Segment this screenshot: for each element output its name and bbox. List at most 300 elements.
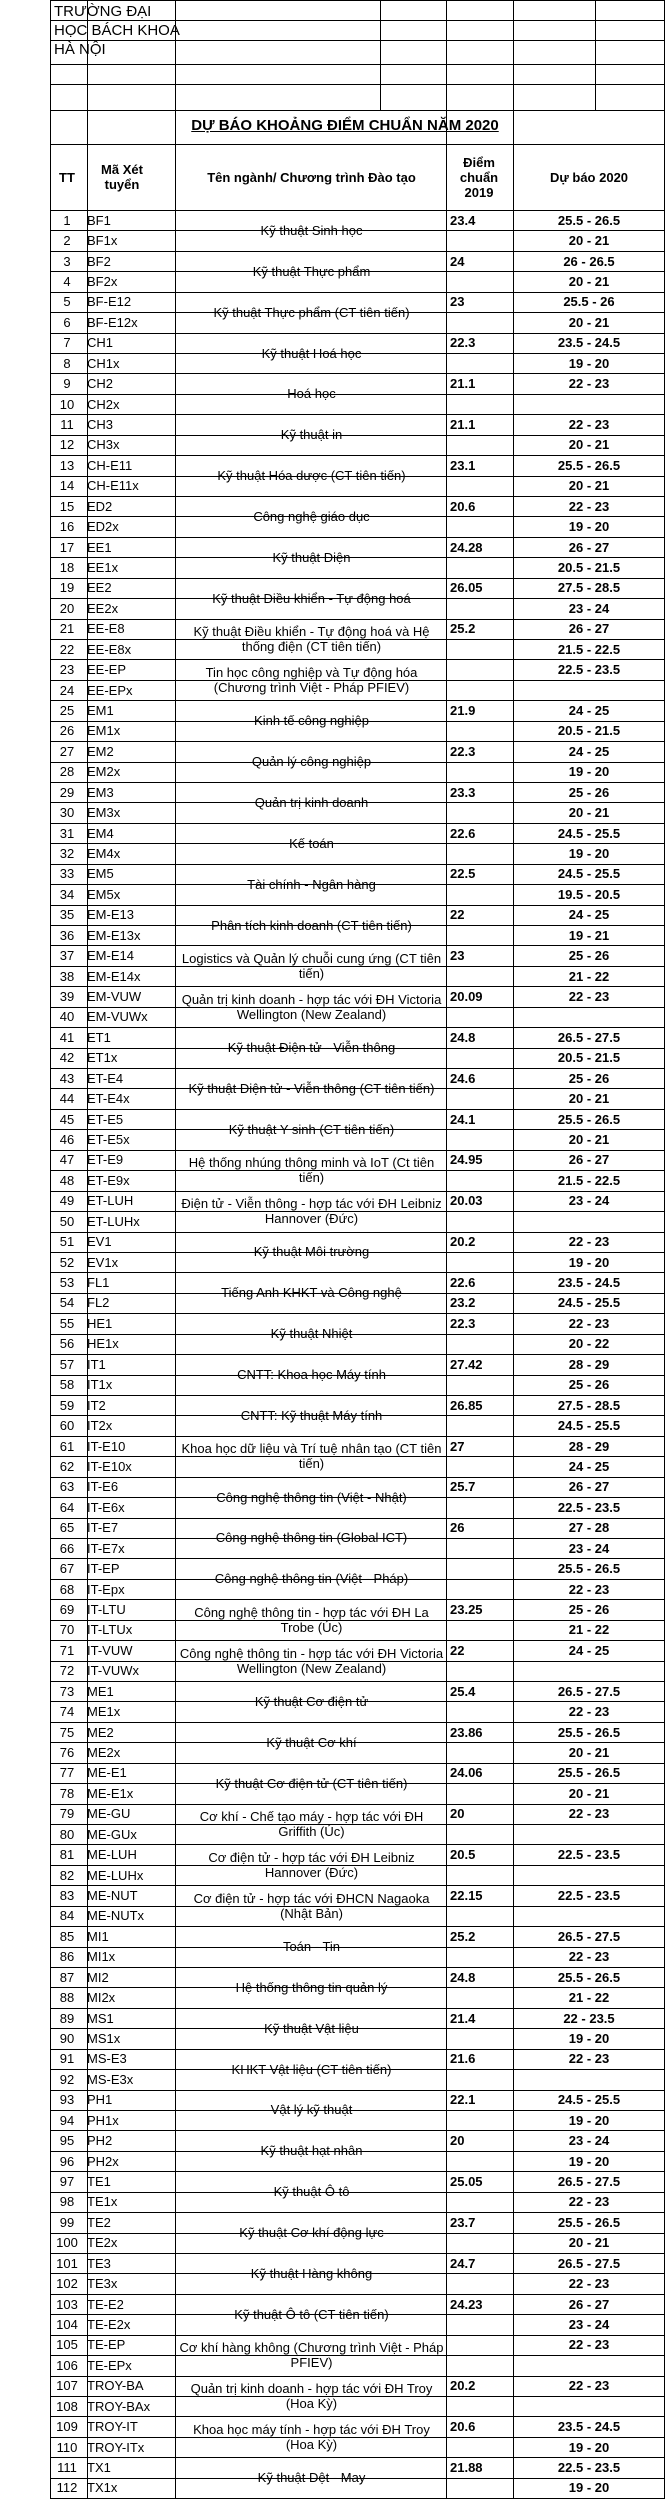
row-code: ET-LUHx — [87, 1213, 140, 1229]
row-divider — [50, 373, 665, 374]
row-forecast-2020: 26.5 - 27.5 — [557, 1928, 621, 1944]
row-forecast-2020: 22 - 23 — [568, 1234, 610, 1250]
row-code: CH3x — [87, 437, 120, 453]
score-2019 — [446, 659, 512, 679]
row-code: PH1 — [87, 2092, 113, 2108]
program-name: Kỹ thuật Thực phẩm (CT tiên tiến) — [213, 304, 410, 320]
row-divider — [50, 2028, 665, 2029]
row-number: 40 — [59, 1009, 75, 1025]
row-code: ME2x — [87, 1744, 121, 1760]
row-code: ED2x — [87, 519, 119, 535]
row-forecast-2020: 24 - 25 — [568, 743, 610, 759]
row-code: EV1x — [87, 1254, 119, 1270]
col-header-tt: TT — [59, 169, 75, 185]
row-number: 78 — [59, 1785, 75, 1801]
row-number: 100 — [56, 2235, 78, 2251]
row-divider — [50, 1906, 665, 1907]
row-divider — [50, 1129, 665, 1130]
row-forecast-2020: 22 - 23 — [568, 2276, 610, 2292]
row-forecast-2020: 19 - 20 — [568, 2480, 610, 2496]
row-number: 74 — [59, 1704, 75, 1720]
row-divider — [50, 1313, 665, 1314]
row-code: ME1 — [87, 1683, 114, 1699]
score-2019: 23.2 — [450, 1295, 476, 1311]
row-divider — [50, 2212, 665, 2213]
score-2019: 24.95 — [450, 1152, 483, 1168]
row-number: 37 — [59, 948, 75, 964]
row-divider — [50, 1579, 665, 1580]
row-number: 17 — [59, 539, 75, 555]
row-code: ET-LUH — [87, 1193, 134, 1209]
row-forecast-2020: 27.5 - 28.5 — [557, 580, 621, 596]
row-divider — [50, 2253, 665, 2254]
row-divider — [50, 2069, 665, 2070]
row-forecast-2020: 22 - 23 — [568, 2051, 610, 2067]
row-forecast-2020: 20 - 21 — [568, 1091, 610, 1107]
score-2019: 20.6 — [450, 498, 476, 514]
row-divider — [50, 2008, 665, 2009]
row-divider — [50, 945, 665, 946]
row-divider — [50, 2273, 665, 2274]
row-forecast-2020: 19 - 20 — [568, 764, 610, 780]
row-code: ME-NUTx — [87, 1908, 145, 1924]
row-divider — [50, 782, 665, 783]
row-divider — [50, 986, 665, 987]
grid-line — [50, 40, 665, 41]
row-number: 56 — [59, 1336, 75, 1352]
row-code: FL1 — [87, 1275, 110, 1291]
row-forecast-2020: 22 - 23 — [568, 1806, 610, 1822]
row-code: EE2x — [87, 600, 119, 616]
row-forecast-2020: 20 - 21 — [568, 805, 610, 821]
row-code: ME-GU — [87, 1806, 131, 1822]
row-divider — [50, 353, 665, 354]
row-divider — [50, 394, 665, 395]
grid-line — [50, 64, 665, 65]
program-name: Công nghệ thông tin (Việt - Pháp) — [214, 1571, 409, 1587]
row-number: 18 — [59, 560, 75, 575]
row-code: IT-E7 — [87, 1520, 119, 1536]
row-divider — [50, 823, 665, 824]
row-forecast-2020 — [513, 1906, 665, 1926]
row-divider — [50, 1027, 665, 1028]
program-name: Kỹ thuật Dệt - May — [257, 2470, 366, 2486]
row-divider — [50, 2090, 665, 2091]
row-forecast-2020: 24.5 - 25.5 — [557, 866, 621, 882]
row-divider — [50, 2457, 665, 2458]
score-2019: 22.3 — [450, 1315, 476, 1331]
row-divider — [50, 1620, 665, 1621]
program-name: Kỹ thuật in — [280, 427, 343, 443]
row-number: 2 — [63, 233, 71, 249]
row-forecast-2020: 28 - 29 — [568, 1356, 610, 1372]
row-divider — [50, 476, 665, 477]
row-number: 29 — [59, 784, 75, 800]
row-forecast-2020: 24.5 - 25.5 — [557, 825, 621, 841]
row-forecast-2020: 21.5 - 22.5 — [557, 641, 621, 657]
row-number: 93 — [59, 2092, 75, 2108]
row-forecast-2020: 22 - 23 — [568, 1949, 610, 1965]
program-name: Kỹ thuật hạt nhân — [260, 2143, 363, 2159]
row-number: 87 — [59, 1969, 75, 1985]
program-name: Kỹ thuật Cơ điện tử (CT tiên tiến) — [215, 1775, 408, 1791]
row-code: EM-E13 — [87, 907, 134, 923]
row-code: BF-E12 — [87, 294, 132, 310]
row-forecast-2020: 24 - 25 — [568, 907, 610, 923]
row-forecast-2020: 20 - 21 — [568, 1744, 610, 1760]
row-forecast-2020: 27.5 - 28.5 — [557, 1397, 621, 1413]
row-code: CH-E11 — [87, 457, 133, 473]
row-divider — [50, 925, 665, 926]
program-name: Kỹ thuật Ô tô (CT tiên tiến) — [234, 2306, 389, 2322]
row-number: 23 — [59, 662, 75, 678]
row-divider — [50, 843, 665, 844]
row-number: 58 — [59, 1377, 75, 1393]
row-divider — [50, 741, 665, 742]
row-code: IT-E7x — [87, 1540, 125, 1556]
row-number: 89 — [59, 2010, 75, 2026]
row-code: EM1 — [87, 703, 114, 719]
row-code: EM4x — [87, 846, 121, 862]
row-divider — [50, 1783, 665, 1784]
row-number: 48 — [59, 1172, 75, 1188]
row-code: EM3x — [87, 805, 121, 821]
row-number: 83 — [59, 1887, 75, 1903]
row-code: EE-EP — [87, 662, 127, 678]
row-number: 99 — [59, 2214, 75, 2230]
program-name: Toán - Tin — [282, 1939, 341, 1955]
row-forecast-2020: 25.5 - 26.5 — [557, 1724, 621, 1740]
row-forecast-2020: 20 - 21 — [568, 478, 610, 494]
program-name: Kỹ thuật Nhiệt — [270, 1326, 353, 1342]
row-code: TE3x — [87, 2276, 118, 2292]
score-2019: 22.6 — [450, 1275, 476, 1291]
score-2019: 24.8 — [450, 1969, 476, 1985]
row-forecast-2020: 25 - 26 — [568, 1377, 610, 1393]
program-name: KHKT Vật liệu (CT tiên tiến) — [231, 2061, 392, 2077]
row-forecast-2020: 20.5 - 21.5 — [557, 723, 621, 739]
row-number: 16 — [59, 519, 75, 535]
row-forecast-2020: 20 - 21 — [568, 314, 610, 330]
row-forecast-2020: 19 - 20 — [568, 519, 610, 535]
row-forecast-2020: 19 - 20 — [568, 1254, 610, 1270]
program-name: Vật lý kỹ thuật — [270, 2102, 353, 2118]
row-divider — [50, 1804, 665, 1805]
grid-line — [50, 210, 665, 211]
score-2019: 23.3 — [450, 784, 476, 800]
row-divider — [50, 1272, 665, 1273]
row-code: EM-E14x — [87, 968, 141, 984]
row-code: ME2 — [87, 1724, 114, 1740]
row-code: FL2 — [87, 1295, 110, 1311]
row-code: TE2x — [87, 2235, 118, 2251]
row-forecast-2020 — [513, 1824, 665, 1844]
row-forecast-2020: 25 - 26 — [568, 1601, 610, 1617]
row-divider — [50, 1232, 665, 1233]
row-divider — [50, 557, 665, 558]
score-2019: 24.8 — [450, 1029, 476, 1045]
row-code: ET1x — [87, 1050, 118, 1066]
row-divider — [50, 1191, 665, 1192]
row-number: 64 — [59, 1499, 75, 1515]
row-code: TROY-IT — [87, 2419, 138, 2435]
program-name: Hệ thống thông tin quản lý — [235, 1979, 388, 1995]
score-2019: 25.7 — [450, 1479, 476, 1495]
program-name: Kỹ thuật Hàng không — [250, 2265, 373, 2281]
row-forecast-2020: 25.5 - 26.5 — [557, 1561, 621, 1577]
row-forecast-2020: 23.5 - 24.5 — [557, 1275, 621, 1291]
row-forecast-2020: 24 - 25 — [568, 703, 610, 719]
program-name: Kỹ thuật Cơ khí động lực — [239, 2225, 384, 2241]
row-code: MS1 — [87, 2010, 114, 2026]
row-number: 38 — [59, 968, 75, 984]
row-code: IT1 — [87, 1356, 106, 1372]
row-forecast-2020: 25.5 - 26.5 — [557, 457, 621, 473]
program-name: Công nghệ thông tin - hợp tác với ĐH Victoria Wellington (New Zealand) — [179, 1645, 444, 1676]
row-code: CH2 — [87, 376, 114, 392]
row-divider — [50, 1681, 665, 1682]
row-number: 8 — [63, 355, 71, 371]
score-2019: 24.6 — [450, 1070, 476, 1086]
score-2019: 21.88 — [450, 2460, 483, 2475]
row-number: 72 — [59, 1663, 75, 1679]
row-number: 21 — [59, 621, 75, 637]
row-number: 12 — [59, 437, 75, 453]
row-number: 86 — [59, 1949, 75, 1965]
row-divider — [50, 2151, 665, 2152]
row-number: 103 — [56, 2296, 78, 2312]
row-number: 88 — [59, 1990, 75, 2006]
row-code: CH-E11x — [87, 478, 139, 494]
program-name: Kỹ thuật Điện — [272, 549, 351, 565]
row-code: BF1 — [87, 212, 111, 228]
row-divider — [50, 230, 665, 231]
score-2019: 27.42 — [450, 1356, 483, 1372]
score-2019: 20.2 — [450, 2378, 476, 2394]
grid-line — [50, 20, 665, 21]
row-forecast-2020: 20 - 22 — [568, 1336, 610, 1352]
row-number: 31 — [59, 825, 75, 841]
row-divider — [50, 1518, 665, 1519]
row-divider — [50, 1477, 665, 1478]
row-code: TE-EPx — [87, 2357, 132, 2373]
row-code: ME1x — [87, 1704, 121, 1720]
score-2019: 26.85 — [450, 1397, 483, 1413]
row-divider — [50, 1701, 665, 1702]
row-forecast-2020: 22 - 23 — [568, 989, 610, 1005]
row-code: PH2 — [87, 2133, 113, 2149]
row-divider — [50, 1497, 665, 1498]
program-name: Kỹ thuật Hoá học — [261, 345, 362, 361]
row-code: BF-E12x — [87, 314, 138, 330]
row-divider — [50, 1558, 665, 1559]
row-divider — [50, 1599, 665, 1600]
row-code: IT2 — [87, 1397, 106, 1413]
col-header-ten: Tên ngành/ Chương trình Đào tạo — [207, 169, 416, 185]
row-divider — [50, 1007, 665, 1008]
row-code: IT2x — [87, 1418, 113, 1434]
row-forecast-2020: 24.5 - 25.5 — [557, 1418, 621, 1434]
row-code: CH2x — [87, 396, 120, 412]
row-divider — [50, 2314, 665, 2315]
row-code: EM5x — [87, 886, 121, 902]
row-number: 112 — [56, 2480, 78, 2496]
row-number: 62 — [59, 1458, 75, 1474]
row-divider — [50, 578, 665, 579]
row-number: 111 — [57, 2460, 77, 2475]
row-forecast-2020: 19 - 20 — [568, 355, 610, 371]
row-forecast-2020: 23.5 - 24.5 — [557, 335, 621, 351]
program-name: Kỹ thuật Cơ điện tử — [254, 1693, 369, 1709]
row-number: 85 — [59, 1928, 75, 1944]
row-number: 104 — [56, 2316, 78, 2332]
score-2019: 20 — [450, 1806, 465, 1822]
score-2019 — [446, 1558, 512, 1578]
row-code: ME-LUHx — [87, 1867, 144, 1883]
row-forecast-2020 — [513, 680, 665, 700]
row-number: 77 — [59, 1765, 75, 1781]
row-number: 13 — [59, 457, 75, 473]
row-divider — [50, 1415, 665, 1416]
row-divider — [50, 2355, 665, 2356]
row-code: MI1 — [87, 1928, 109, 1944]
grid-column-line — [50, 0, 51, 2498]
row-code: EM4 — [87, 825, 114, 841]
row-code: MI2 — [87, 1969, 109, 1985]
row-forecast-2020: 20.5 - 21.5 — [557, 1050, 621, 1066]
row-forecast-2020: 19 - 20 — [568, 2112, 610, 2128]
score-2019: 23.7 — [450, 2214, 476, 2230]
row-code: ED2 — [87, 498, 113, 514]
school-name: TRƯỜNG ĐẠI HỌC BÁCH KHOA HÀ NỘI — [54, 3, 180, 58]
program-name: Cơ điện tử - hợp tác với ĐH Leibniz Hannover (Đức) — [208, 1849, 415, 1880]
row-code: IT-E6x — [87, 1499, 125, 1515]
row-number: 65 — [59, 1520, 75, 1536]
score-2019: 22.6 — [450, 825, 476, 841]
row-number: 59 — [59, 1397, 75, 1413]
row-divider — [50, 1865, 665, 1866]
row-code: EE-EPx — [87, 682, 133, 698]
row-forecast-2020: 26 - 27 — [568, 1479, 610, 1495]
row-code: EV1 — [87, 1234, 112, 1250]
grid-line — [50, 84, 665, 85]
row-code: ET-E9x — [87, 1172, 130, 1188]
row-divider — [50, 1742, 665, 1743]
score-2019: 22.1 — [450, 2092, 476, 2108]
row-number: 52 — [59, 1254, 75, 1270]
row-forecast-2020: 20 - 21 — [568, 437, 610, 453]
row-number: 49 — [59, 1193, 75, 1209]
row-code: TROY-ITx — [87, 2439, 145, 2455]
row-code: IT-VUWx — [87, 1663, 139, 1679]
row-forecast-2020: 21.5 - 22.5 — [557, 1172, 621, 1188]
row-code: ME-NUT — [87, 1887, 138, 1903]
program-name: Điện tử - Viễn thông - hợp tác với ĐH Leibniz Hannover (Đức) — [181, 1196, 442, 1227]
program-name: Kỹ thuật Môi trường — [253, 1244, 370, 1260]
row-number: 98 — [59, 2194, 75, 2210]
row-code: EM2x — [87, 764, 121, 780]
row-code: PH1x — [87, 2112, 119, 2128]
row-divider — [50, 721, 665, 722]
row-divider — [50, 2130, 665, 2131]
row-divider — [50, 1722, 665, 1723]
row-code: TE1 — [87, 2173, 111, 2189]
grid-column-line — [87, 0, 88, 2498]
row-forecast-2020: 26.5 - 27.5 — [557, 2255, 621, 2271]
row-forecast-2020: 26.5 - 27.5 — [557, 2173, 621, 2189]
program-name: Tài chính - Ngân hàng — [247, 876, 376, 892]
row-divider — [50, 802, 665, 803]
row-number: 20 — [59, 600, 75, 616]
row-forecast-2020: 25.5 - 26 — [563, 294, 615, 310]
row-forecast-2020: 22.5 - 23.5 — [557, 1887, 621, 1903]
row-forecast-2020 — [513, 394, 665, 414]
row-number: 43 — [59, 1070, 75, 1086]
row-code: ME-GUx — [87, 1826, 137, 1842]
row-code: IT-Epx — [87, 1581, 125, 1597]
row-number: 5 — [63, 294, 71, 310]
score-2019: 25.2 — [450, 1928, 476, 1944]
row-number: 110 — [56, 2439, 78, 2455]
row-forecast-2020: 25.5 - 26.5 — [557, 1765, 621, 1781]
row-code: EM-E13x — [87, 927, 141, 943]
row-code: ET-E4x — [87, 1091, 130, 1107]
row-forecast-2020: 26 - 26.5 — [563, 253, 615, 269]
row-forecast-2020: 20 - 21 — [568, 2235, 610, 2251]
score-2019: 24.1 — [450, 1111, 476, 1127]
program-name: Phân tích kinh doanh (CT tiên tiến) — [211, 917, 412, 933]
row-divider — [50, 1967, 665, 1968]
row-forecast-2020: 27 - 28 — [568, 1520, 610, 1536]
row-number: 1 — [63, 212, 71, 228]
row-divider — [50, 1436, 665, 1437]
row-forecast-2020: 22 - 23 — [568, 1704, 610, 1720]
score-2019: 23.1 — [450, 457, 476, 473]
row-number: 92 — [59, 2071, 75, 2087]
row-forecast-2020: 23 - 24 — [568, 2316, 610, 2332]
row-number: 76 — [59, 1744, 75, 1760]
program-name: Kỹ thuật Cơ khí — [266, 1734, 357, 1750]
row-divider — [50, 762, 665, 763]
row-code: IT-E10 — [87, 1438, 126, 1454]
row-divider — [50, 659, 665, 660]
grid-column-line — [446, 0, 447, 2498]
score-2019: 26 — [450, 1520, 465, 1536]
row-code: EM5 — [87, 866, 114, 882]
row-number: 68 — [59, 1581, 75, 1597]
row-code: MI1x — [87, 1949, 116, 1965]
row-number: 75 — [59, 1724, 75, 1740]
score-2019: 20.5 — [450, 1847, 476, 1863]
row-forecast-2020: 22.5 - 23.5 — [557, 662, 621, 678]
row-number: 70 — [59, 1622, 75, 1638]
row-number: 60 — [59, 1418, 75, 1434]
row-forecast-2020: 22 - 23 — [568, 498, 610, 514]
row-number: 73 — [59, 1683, 75, 1699]
row-divider — [50, 333, 665, 334]
row-divider — [50, 2498, 665, 2499]
row-code: TE-EP — [87, 2337, 126, 2353]
row-divider — [50, 2335, 665, 2336]
row-forecast-2020: 26 - 27 — [568, 1152, 610, 1168]
row-code: EE1 — [87, 539, 112, 555]
program-name: Kỹ thuật Hóa dược (CT tiên tiến) — [217, 468, 406, 484]
row-number: 33 — [59, 866, 75, 882]
row-forecast-2020: 19 - 20 — [568, 2153, 610, 2169]
row-forecast-2020: 24 - 25 — [568, 1642, 610, 1658]
row-forecast-2020: 25.5 - 26.5 — [557, 2214, 621, 2230]
row-forecast-2020: 22 - 23 — [568, 376, 610, 392]
